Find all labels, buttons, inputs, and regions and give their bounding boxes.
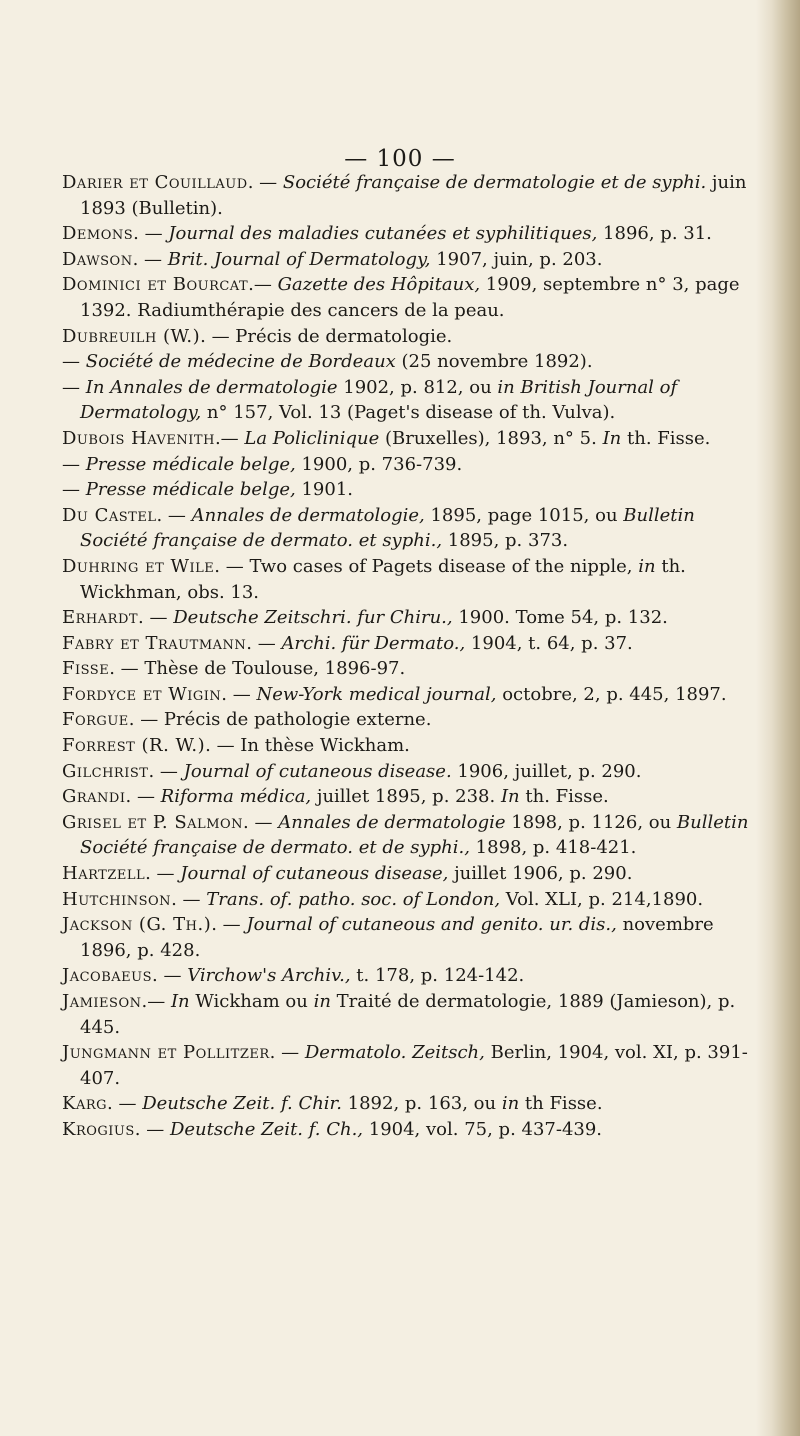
reference-author: Grisel et P. Salmon <box>62 811 244 833</box>
reference-author: Demons <box>62 223 134 245</box>
reference-author: Hutchinson <box>62 888 172 910</box>
reference-entry <box>62 349 768 375</box>
reference-title: In <box>500 786 520 808</box>
reference-author: Gilchrist <box>62 760 149 782</box>
reference-title: Bulletin Société française de dermato. et syphi., <box>80 504 695 552</box>
reference-text: (25 novembre 1892). <box>395 351 593 373</box>
reference-author: Dominici et Bourcat <box>62 274 249 296</box>
reference-text: 1902, p. 812, ou <box>337 376 498 398</box>
reference-entry <box>62 605 768 631</box>
reference-entry <box>62 247 768 273</box>
reference-entry <box>62 503 768 554</box>
bibliography-list <box>62 170 768 1143</box>
reference-text: juillet 1906, p. 290. <box>448 863 633 885</box>
reference-author: Jacobaeus <box>62 965 153 987</box>
reference-text: . — <box>171 888 207 910</box>
reference-text: Wickham ou <box>189 991 314 1012</box>
reference-title: Deutsche Zeitschri. fur Chiru., <box>173 607 453 629</box>
reference-text: . — <box>247 172 283 193</box>
reference-text: t. 178, p. 124-142. <box>350 965 525 987</box>
reference-author: Duhring et Wile <box>62 555 215 577</box>
reference-title: Trans. of. patho. soc. of London, <box>206 888 501 910</box>
reference-title: Gazette des Hôpitaux, <box>277 274 481 296</box>
reference-text: . — <box>211 914 247 936</box>
reference-text: — <box>62 453 86 475</box>
reference-entry <box>62 170 768 221</box>
reference-author: Forrest (R. W.) <box>62 735 206 757</box>
reference-entry <box>62 221 768 247</box>
reference-entry <box>62 452 768 478</box>
reference-text: 1898, p. 418-421. <box>469 837 637 859</box>
reference-text: .— <box>248 274 278 296</box>
reference-text: 1895, page 1015, ou <box>424 504 624 526</box>
reference-text: Traité de dermatologie, 1889 (Jamieson), p. 445. <box>80 991 736 1038</box>
reference-entry <box>62 759 768 785</box>
reference-author: Fisse <box>62 658 110 680</box>
reference-text: — <box>62 376 86 398</box>
reference-text: — <box>62 351 86 373</box>
reference-text: . — <box>145 863 181 885</box>
reference-text: Berlin, 1904, vol. XI, p. 391-407. <box>80 1042 748 1089</box>
reference-text: th Fisse. <box>519 1093 603 1115</box>
reference-entry <box>62 963 768 989</box>
reference-entry <box>62 784 768 810</box>
reference-title: Journal of cutaneous and genito. ur. dis., <box>246 914 617 936</box>
reference-text: . — <box>133 223 169 245</box>
reference-text: 1896, p. 31. <box>597 223 712 245</box>
reference-entry <box>62 912 768 963</box>
reference-author: Hartzell <box>62 863 146 885</box>
reference-title: Société française de dermatologie et de syphi. <box>282 172 707 193</box>
reference-title: In <box>602 427 622 449</box>
reference-title: New-York medical journal, <box>256 683 497 705</box>
reference-title: Brit. Journal of Dermatology, <box>167 248 431 270</box>
reference-text: . — <box>138 607 174 629</box>
page-number: — 100 — <box>344 146 456 172</box>
reference-entry <box>62 554 768 605</box>
reference-title: Annales de dermatologie <box>278 811 506 833</box>
reference-text: 1904, vol. 75, p. 437-439. <box>363 1118 603 1140</box>
reference-author: Darier et Couillaud <box>62 172 248 193</box>
reference-text: th. Wickhman, obs. 13. <box>80 555 686 603</box>
reference-text: 1909, septembre n° 3, page 1392. Radiumthérapie des cancers de la peau. <box>80 274 740 321</box>
reference-text: th. Fisse. <box>519 786 609 808</box>
reference-author: Du Castel <box>62 504 157 526</box>
reference-author: Dubois Havenith <box>62 427 215 449</box>
reference-entry <box>62 682 768 708</box>
reference-text: juin 1893 (Bulletin). <box>80 172 747 219</box>
reference-text: .— <box>141 991 171 1012</box>
reference-title: in British Journal of Dermatology, <box>80 376 678 424</box>
reference-title: Deutsche Zeit. f. Ch., <box>169 1118 364 1140</box>
reference-text: (Bruxelles), 1893, n° 5. <box>379 427 603 449</box>
reference-author: Dubreuilh (W.) <box>62 325 201 347</box>
reference-text: n° 157, Vol. 13 (Paget's disease of th. Vulva). <box>201 402 616 424</box>
reference-author: Forgue <box>62 709 129 731</box>
reference-text: . — <box>246 632 282 654</box>
reference-title: La Policlinique <box>244 427 380 449</box>
reference-text: juillet 1895, p. 238. <box>311 786 501 808</box>
reference-entry <box>62 324 768 350</box>
reference-text: . — Précis de pathologie externe. <box>128 709 432 731</box>
reference-author: Jungmann et Pollitzer <box>62 1042 270 1064</box>
reference-title: Bulletin Société française de dermato. et de syphi., <box>80 811 749 859</box>
reference-text: . — <box>152 965 188 987</box>
reference-author: Grandi <box>62 786 126 808</box>
reference-title: in <box>638 555 656 577</box>
reference-title: Annales de dermatologie, <box>191 504 425 526</box>
reference-entry <box>62 1091 768 1117</box>
reference-text: novembre 1896, p. 428. <box>80 914 714 961</box>
reference-author: Erhardt <box>62 607 139 629</box>
reference-author: Krogius <box>62 1118 135 1140</box>
reference-text: — <box>62 479 86 501</box>
reference-text: 1895, p. 373. <box>442 530 569 552</box>
reference-title: in <box>501 1093 520 1115</box>
reference-text: 1900, p. 736-739. <box>295 453 463 475</box>
reference-title: Journal of cutaneous disease. <box>183 760 452 782</box>
reference-entry <box>62 426 768 452</box>
reference-title: Presse médicale belge, <box>85 453 296 475</box>
reference-text: 1892, p. 163, ou <box>341 1093 502 1115</box>
reference-text: . — In thèse Wickham. <box>205 735 410 757</box>
reference-text: . — Thèse de Toulouse, 1896-97. <box>109 658 406 680</box>
reference-author: Jamieson <box>62 991 142 1012</box>
reference-text: Vol. XLI, p. 214,1890. <box>500 888 704 910</box>
reference-entry <box>62 887 768 913</box>
reference-entry <box>62 272 768 323</box>
reference-text: . — <box>156 504 192 526</box>
reference-author: Fordyce et Wigin <box>62 683 222 705</box>
reference-text: .— <box>214 427 245 449</box>
reference-text: . — <box>125 786 161 808</box>
reference-title: Virchow's Archiv., <box>187 965 351 987</box>
reference-title: Journal of cutaneous disease, <box>180 863 449 885</box>
reference-title: Deutsche Zeit. f. Chir. <box>142 1093 342 1115</box>
reference-text: 1904, t. 64, p. 37. <box>465 632 633 654</box>
reference-entry <box>62 375 768 426</box>
reference-entry <box>62 1040 768 1091</box>
reference-text: 1907, juin, p. 203. <box>430 248 603 270</box>
reference-title: Journal des maladies cutanées et syphilitiques, <box>168 223 598 245</box>
reference-text: th. Fisse. <box>621 427 711 449</box>
reference-author: Dawson <box>62 248 133 270</box>
reference-title: In Annales de dermatologie <box>85 376 338 398</box>
reference-title: Archi. für Dermato., <box>281 632 466 654</box>
reference-author: Jackson (G. Th.) <box>62 914 212 936</box>
reference-title: Presse médicale belge, <box>85 479 296 501</box>
reference-entry <box>62 707 768 733</box>
reference-text: 1901. <box>295 479 353 501</box>
reference-text: . — <box>269 1042 305 1064</box>
reference-entry <box>62 810 768 861</box>
reference-entry <box>62 631 768 657</box>
reference-text: . — <box>148 760 184 782</box>
reference-entry <box>62 477 768 503</box>
reference-text: 1906, juillet, p. 290. <box>451 760 642 782</box>
reference-title: Société de médecine de Bordeaux <box>85 351 396 373</box>
reference-text: . — <box>221 683 257 705</box>
reference-text: . — Two cases of Pagets disease of the nipple, <box>214 555 639 577</box>
reference-entry <box>62 1117 768 1143</box>
reference-text: octobre, 2, p. 445, 1897. <box>496 683 727 705</box>
reference-author: Karg <box>62 1093 108 1115</box>
reference-title: in <box>313 991 331 1012</box>
reference-entry <box>62 656 768 682</box>
reference-text: . — <box>134 1118 170 1140</box>
reference-author: Fabry et Trautmann <box>62 632 247 654</box>
reference-title: Riforma médica, <box>160 786 312 808</box>
reference-entry <box>62 989 768 1040</box>
reference-text: . — Précis de dermatologie. <box>200 325 453 347</box>
reference-text: . — <box>107 1093 143 1115</box>
reference-text: . — <box>132 248 168 270</box>
reference-entry <box>62 733 768 759</box>
reference-title: Dermatolo. Zeitsch, <box>304 1042 485 1064</box>
reference-text: 1898, p. 1126, ou <box>505 811 677 833</box>
reference-text: 1900. Tome 54, p. 132. <box>452 607 668 629</box>
reference-entry <box>62 861 768 887</box>
reference-title: In <box>170 991 190 1012</box>
reference-text: . — <box>243 811 279 833</box>
